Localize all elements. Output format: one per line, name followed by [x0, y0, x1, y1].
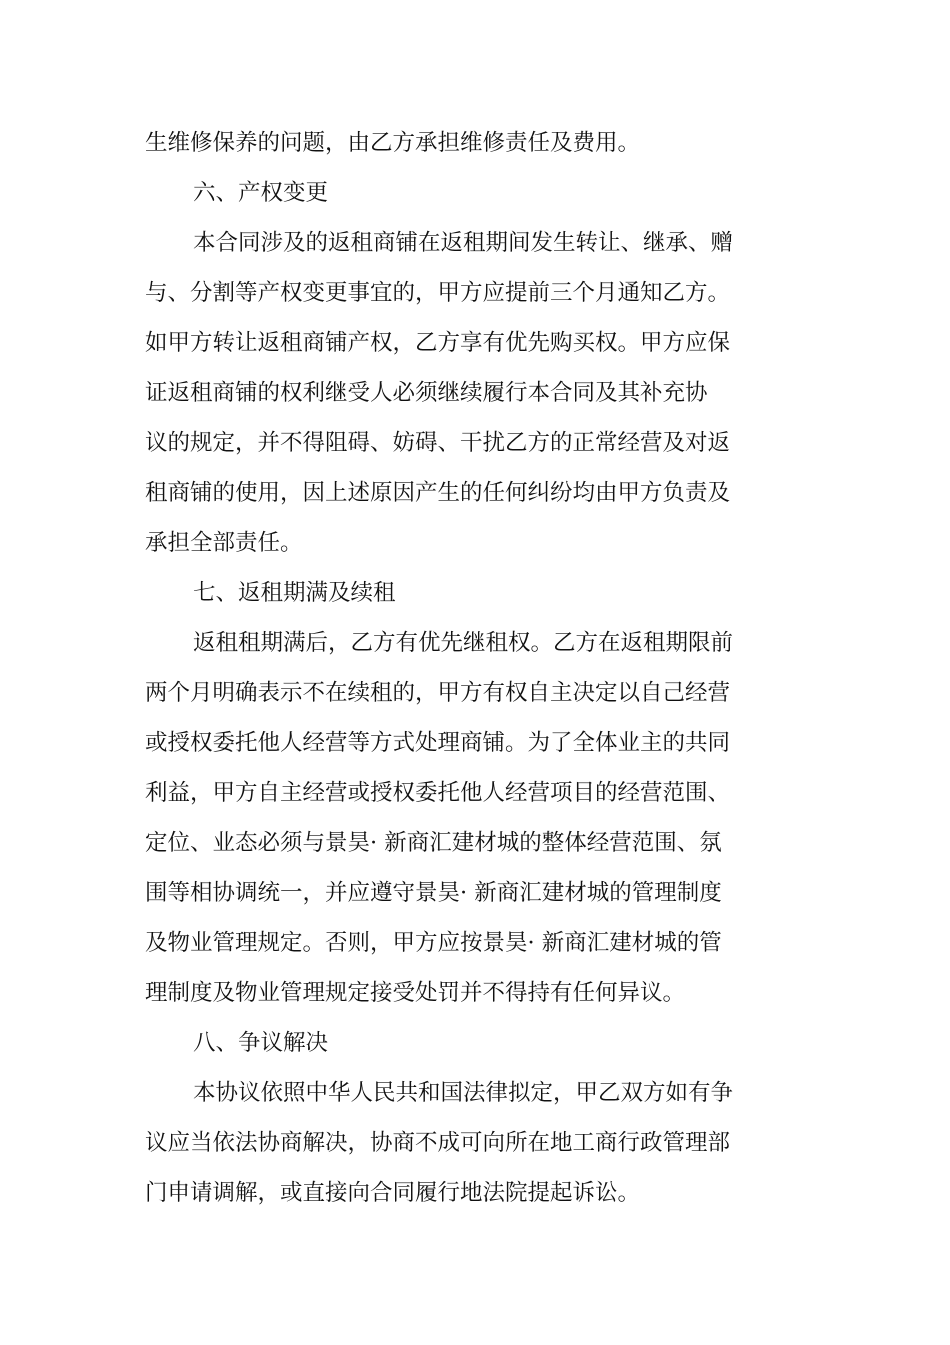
text-line: 或授权委托他人经营等方式处理商铺。为了全体业主的共同	[145, 730, 731, 756]
text-line: 如甲方转让返租商铺产权，乙方享有优先购买权。甲方应保	[145, 330, 731, 356]
text-line: 与、分割等产权变更事宜的，甲方应提前三个月通知乙方。	[145, 280, 731, 306]
text-line: 理制度及物业管理规定接受处罚并不得持有任何异议。	[145, 980, 686, 1006]
text-line: 生维修保养的问题，由乙方承担维修责任及费用。	[145, 130, 641, 156]
section-heading: 六、产权变更	[193, 180, 329, 206]
text-line: 本协议依照中华人民共和国法律拟定，甲乙双方如有争	[193, 1080, 734, 1106]
text-line: 门申请调解，或直接向合同履行地法院提起诉讼。	[145, 1180, 641, 1206]
text-line: 议的规定，并不得阻碍、妨碍、干扰乙方的正常经营及对返	[145, 430, 731, 456]
text-line: 证返租商铺的权利继受人必须继续履行本合同及其补充协	[145, 380, 708, 406]
text-line: 定位、业态必须与景昊· 新商汇建材城的整体经营范围、氛	[145, 830, 722, 856]
text-line: 本合同涉及的返租商铺在返租期间发生转让、继承、赠	[193, 230, 734, 256]
text-line: 围等相协调统一，并应遵守景昊· 新商汇建材城的管理制度	[145, 880, 722, 906]
text-line: 租商铺的使用，因上述原因产生的任何纠纷均由甲方负责及	[145, 480, 731, 506]
text-line: 议应当依法协商解决，协商不成可向所在地工商行政管理部	[145, 1130, 731, 1156]
text-line: 利益，甲方自主经营或授权委托他人经营项目的经营范围、	[145, 780, 731, 806]
section-heading: 八、争议解决	[193, 1030, 329, 1056]
text-line: 承担全部责任。	[145, 530, 303, 556]
text-line: 两个月明确表示不在续租的，甲方有权自主决定以自己经营	[145, 680, 731, 706]
section-heading: 七、返租期满及续租	[193, 580, 396, 606]
text-line: 返租租期满后，乙方有优先继租权。乙方在返租期限前	[193, 630, 734, 656]
text-line: 及物业管理规定。否则，甲方应按景昊· 新商汇建材城的管	[145, 930, 722, 956]
